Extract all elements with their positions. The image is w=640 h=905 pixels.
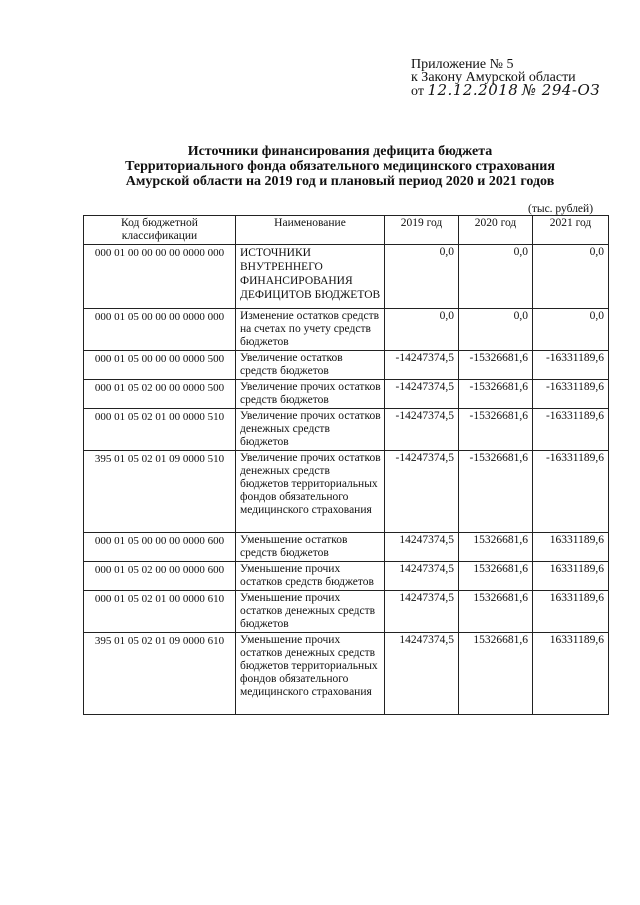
appendix-date-line [411, 81, 601, 99]
handwritten-law-number: № 294-ОЗ [521, 81, 601, 99]
title-line-2: Территориального фонда обязательного медицинского страхования [125, 159, 555, 174]
cell-2021: 16331189,6 [533, 633, 609, 715]
cell-2019: -14247374,5 [385, 409, 459, 451]
cell-code: 395 01 05 02 01 09 0000 610 [84, 633, 236, 715]
cell-2021: 16331189,6 [533, 533, 609, 562]
appendix-number: Приложение № 5 [411, 57, 514, 72]
title-line-1: Источники финансирования дефицита бюджета [187, 144, 493, 159]
header-code: Код бюджетной классификации [84, 216, 236, 245]
cell-2019: -14247374,5 [385, 380, 459, 409]
cell-2020: 15326681,6 [459, 591, 533, 633]
header-name: Наименование [236, 216, 385, 245]
header-2020: 2020 год [459, 216, 533, 245]
cell-name: Уменьшение прочих остатков средств бюджетов [236, 562, 385, 591]
header-2019: 2019 год [385, 216, 459, 245]
cell-name: Изменение остатков средств на счетах по учету средств бюджетов [236, 309, 385, 351]
cell-2021: -16331189,6 [533, 351, 609, 380]
cell-name: Увеличение прочих остатков средств бюджетов [236, 380, 385, 409]
table-row [84, 633, 609, 715]
document-title [80, 144, 600, 189]
cell-2020: 0,0 [459, 245, 533, 309]
cell-code: 000 01 05 02 01 00 0000 610 [84, 591, 236, 633]
cell-name: Уменьшение прочих остатков денежных средств бюджетов [236, 591, 385, 633]
table-row [84, 591, 609, 633]
appendix-law: к Закону Амурской области [411, 70, 576, 85]
table-header-row [84, 216, 609, 245]
cell-code: 000 01 05 02 01 00 0000 510 [84, 409, 236, 451]
cell-name: Увеличение прочих остатков денежных средств бюджетов [236, 409, 385, 451]
cell-2020: -15326681,6 [459, 409, 533, 451]
cell-2020: 15326681,6 [459, 533, 533, 562]
table-row [84, 309, 609, 351]
cell-name: Уменьшение остатков средств бюджетов [236, 533, 385, 562]
cell-2019: -14247374,5 [385, 451, 459, 533]
table-row [84, 351, 609, 380]
table-row [84, 380, 609, 409]
cell-code: 000 01 05 00 00 00 0000 600 [84, 533, 236, 562]
cell-2019: 14247374,5 [385, 591, 459, 633]
handwritten-date: 12.12.2018 [427, 81, 519, 99]
cell-code: 000 01 05 02 00 00 0000 500 [84, 380, 236, 409]
cell-name: Уменьшение прочих остатков денежных средств бюджетов территориальных фондов обязательного медицинского страхования [236, 633, 385, 715]
cell-2019: 14247374,5 [385, 533, 459, 562]
table-row [84, 562, 609, 591]
cell-2021: 0,0 [533, 245, 609, 309]
cell-2020: 15326681,6 [459, 562, 533, 591]
cell-2019: -14247374,5 [385, 351, 459, 380]
table-row [84, 409, 609, 451]
cell-2021: -16331189,6 [533, 409, 609, 451]
cell-2021: 16331189,6 [533, 562, 609, 591]
table-row [84, 533, 609, 562]
cell-code: 000 01 05 00 00 00 0000 500 [84, 351, 236, 380]
cell-2021: 0,0 [533, 309, 609, 351]
cell-2020: 15326681,6 [459, 633, 533, 715]
cell-code: 000 01 05 02 00 00 0000 600 [84, 562, 236, 591]
cell-name: Увеличение остатков средств бюджетов [236, 351, 385, 380]
cell-2019: 14247374,5 [385, 633, 459, 715]
cell-2021: -16331189,6 [533, 451, 609, 533]
cell-2019: 14247374,5 [385, 562, 459, 591]
appendix-reference [411, 58, 600, 98]
cell-2021: 16331189,6 [533, 591, 609, 633]
table-row [84, 451, 609, 533]
cell-code: 395 01 05 02 01 09 0000 510 [84, 451, 236, 533]
cell-2019: 0,0 [385, 245, 459, 309]
units-label: (тыс. рублей) [528, 203, 594, 215]
cell-2020: -15326681,6 [459, 451, 533, 533]
cell-2020: -15326681,6 [459, 380, 533, 409]
cell-name: ИСТОЧНИКИ ВНУТРЕННЕГО ФИНАНСИРОВАНИЯ ДЕФИЦИТОВ БЮДЖЕТОВ [236, 245, 385, 309]
title-line-3: Амурской области на 2019 год и плановый период 2020 и 2021 годов [125, 174, 555, 189]
cell-2020: -15326681,6 [459, 351, 533, 380]
header-2021: 2021 год [533, 216, 609, 245]
cell-code: 000 01 05 00 00 00 0000 000 [84, 309, 236, 351]
financing-sources-table [83, 215, 609, 715]
cell-code: 000 01 00 00 00 00 0000 000 [84, 245, 236, 309]
cell-2019: 0,0 [385, 309, 459, 351]
table-row [84, 245, 609, 309]
appendix-date-prefix: от [411, 84, 424, 99]
cell-2020: 0,0 [459, 309, 533, 351]
cell-2021: -16331189,6 [533, 380, 609, 409]
cell-name: Увеличение прочих остатков денежных средств бюджетов территориальных фондов обязательного медицинского страхования [236, 451, 385, 533]
